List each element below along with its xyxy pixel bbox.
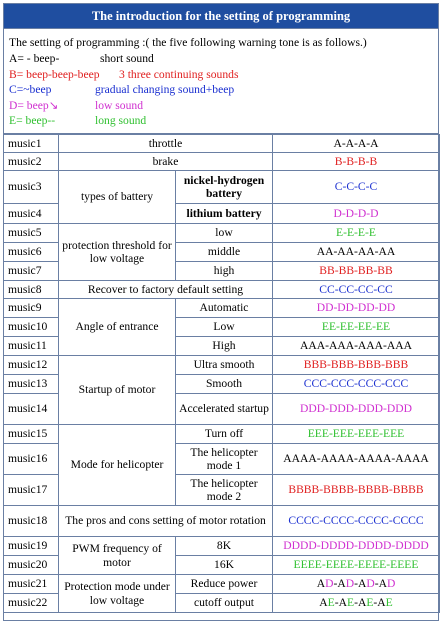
- music-id: music22: [4, 594, 59, 613]
- music-id: music2: [4, 153, 59, 171]
- music-id: music6: [4, 243, 59, 262]
- table-row: [4, 425, 440, 444]
- setting-option: nickel-hydrogen battery: [176, 171, 273, 204]
- setting-label: throttle: [59, 135, 273, 153]
- tone-code: AE-AE-AE-AE: [273, 594, 440, 613]
- setting-option: Ultra smooth: [176, 356, 273, 375]
- music-id: music7: [4, 262, 59, 281]
- setting-option: Reduce power: [176, 575, 273, 594]
- tone-desc: gradual changing sound+beep: [95, 83, 235, 97]
- tone-code: AA-AA-AA-AA: [273, 243, 440, 262]
- setting-option: Smooth: [176, 375, 273, 394]
- table-row: [4, 356, 440, 375]
- tone-code: EE-EE-EE-EE: [273, 318, 440, 337]
- setting-option: high: [176, 262, 273, 281]
- setting-option: High: [176, 337, 273, 356]
- music-id: music18: [4, 506, 59, 537]
- music-id: music20: [4, 556, 59, 575]
- tone-line-b: [9, 67, 438, 82]
- tone-code: AAAA-AAAA-AAAA-AAAA: [273, 444, 440, 475]
- tone-code: E-E-E-E: [273, 224, 440, 243]
- music-id: music11: [4, 337, 59, 356]
- table-row: [4, 171, 440, 204]
- setting-option: Automatic: [176, 299, 273, 318]
- music-id: music12: [4, 356, 59, 375]
- table-row: [4, 575, 440, 594]
- tone-key: A= - beep-: [9, 52, 60, 66]
- tone-code: D-D-D-D: [273, 204, 440, 224]
- setting-label: Recover to factory default setting: [59, 281, 273, 299]
- tone-code: A-A-A-A: [273, 135, 440, 153]
- tone-code: BB-BB-BB-BB: [273, 262, 440, 281]
- setting-group: Startup of motor: [59, 356, 176, 425]
- setting-option: low: [176, 224, 273, 243]
- intro-block: [4, 29, 438, 134]
- music-id: music5: [4, 224, 59, 243]
- setting-group: PWM frequency of motor: [59, 537, 176, 575]
- tone-code: BBBB-BBBB-BBBB-BBBB: [273, 475, 440, 506]
- settings-table: [3, 134, 440, 613]
- music-id: music15: [4, 425, 59, 444]
- table-row: [4, 135, 440, 153]
- table-row: [4, 537, 440, 556]
- tone-line-d: [9, 98, 438, 113]
- setting-group: Angle of entrance: [59, 299, 176, 356]
- music-id: music17: [4, 475, 59, 506]
- tone-code: CCC-CCC-CCC-CCC: [273, 375, 440, 394]
- music-id: music14: [4, 394, 59, 425]
- table-row: [4, 299, 440, 318]
- setting-option: Accelerated startup: [176, 394, 273, 425]
- table-row: [4, 506, 440, 537]
- tone-code: DDD-DDD-DDD-DDD: [273, 394, 440, 425]
- tone-code: AAA-AAA-AAA-AAA: [273, 337, 440, 356]
- tone-code: C-C-C-C: [273, 171, 440, 204]
- table-row: [4, 153, 440, 171]
- tone-desc: low sound: [95, 98, 143, 112]
- setting-group: protection threshold for low voltage: [59, 224, 176, 281]
- setting-label: The pros and cons setting of motor rotation: [59, 506, 273, 537]
- setting-option: lithium battery: [176, 204, 273, 224]
- setting-option: Low: [176, 318, 273, 337]
- sheet-title: The introduction for the setting of programming: [4, 4, 438, 29]
- tone-code: BBB-BBB-BBB-BBB: [273, 356, 440, 375]
- tone-desc: short sound: [100, 52, 154, 66]
- tone-code: DDDD-DDDD-DDDD-DDDD: [273, 537, 440, 556]
- setting-option: 16K: [176, 556, 273, 575]
- music-id: music1: [4, 135, 59, 153]
- programming-sheet: [3, 3, 439, 621]
- tone-key: D= beep↘: [9, 98, 59, 112]
- tone-code: EEEE-EEEE-EEEE-EEEE: [273, 556, 440, 575]
- table-row: [4, 281, 440, 299]
- tone-line-a: [9, 51, 438, 66]
- tone-code: AD-AD-AD-AD: [273, 575, 440, 594]
- setting-option: middle: [176, 243, 273, 262]
- tone-code: CCCC-CCCC-CCCC-CCCC: [273, 506, 440, 537]
- tone-code: B-B-B-B: [273, 153, 440, 171]
- music-id: music19: [4, 537, 59, 556]
- setting-group: types of battery: [59, 171, 176, 224]
- tone-line-c: [9, 82, 438, 97]
- tone-code: CC-CC-CC-CC: [273, 281, 440, 299]
- setting-group: Mode for helicopter: [59, 425, 176, 506]
- tone-key: E= beep--: [9, 113, 56, 127]
- intro-header: The setting of programming :( the five following warning tone is as follows.): [9, 36, 367, 49]
- tone-code: DD-DD-DD-DD: [273, 299, 440, 318]
- tone-line-e: [9, 113, 438, 128]
- tone-desc: 3 three continuing sounds: [119, 67, 239, 81]
- setting-label: brake: [59, 153, 273, 171]
- setting-option: Turn off: [176, 425, 273, 444]
- setting-group: Protection mode under low voltage: [59, 575, 176, 613]
- music-id: music13: [4, 375, 59, 394]
- setting-option: 8K: [176, 537, 273, 556]
- setting-option: The helicopter mode 1: [176, 444, 273, 475]
- setting-option: The helicopter mode 2: [176, 475, 273, 506]
- table-row: [4, 224, 440, 243]
- music-id: music16: [4, 444, 59, 475]
- music-id: music9: [4, 299, 59, 318]
- tone-key: C=~beep: [9, 83, 52, 97]
- music-id: music21: [4, 575, 59, 594]
- music-id: music8: [4, 281, 59, 299]
- tone-desc: long sound: [95, 113, 147, 127]
- tone-code: EEE-EEE-EEE-EEE: [273, 425, 440, 444]
- setting-option: cutoff output: [176, 594, 273, 613]
- music-id: music4: [4, 204, 59, 224]
- music-id: music10: [4, 318, 59, 337]
- tone-key: B= beep-beep-beep: [9, 67, 100, 81]
- music-id: music3: [4, 171, 59, 204]
